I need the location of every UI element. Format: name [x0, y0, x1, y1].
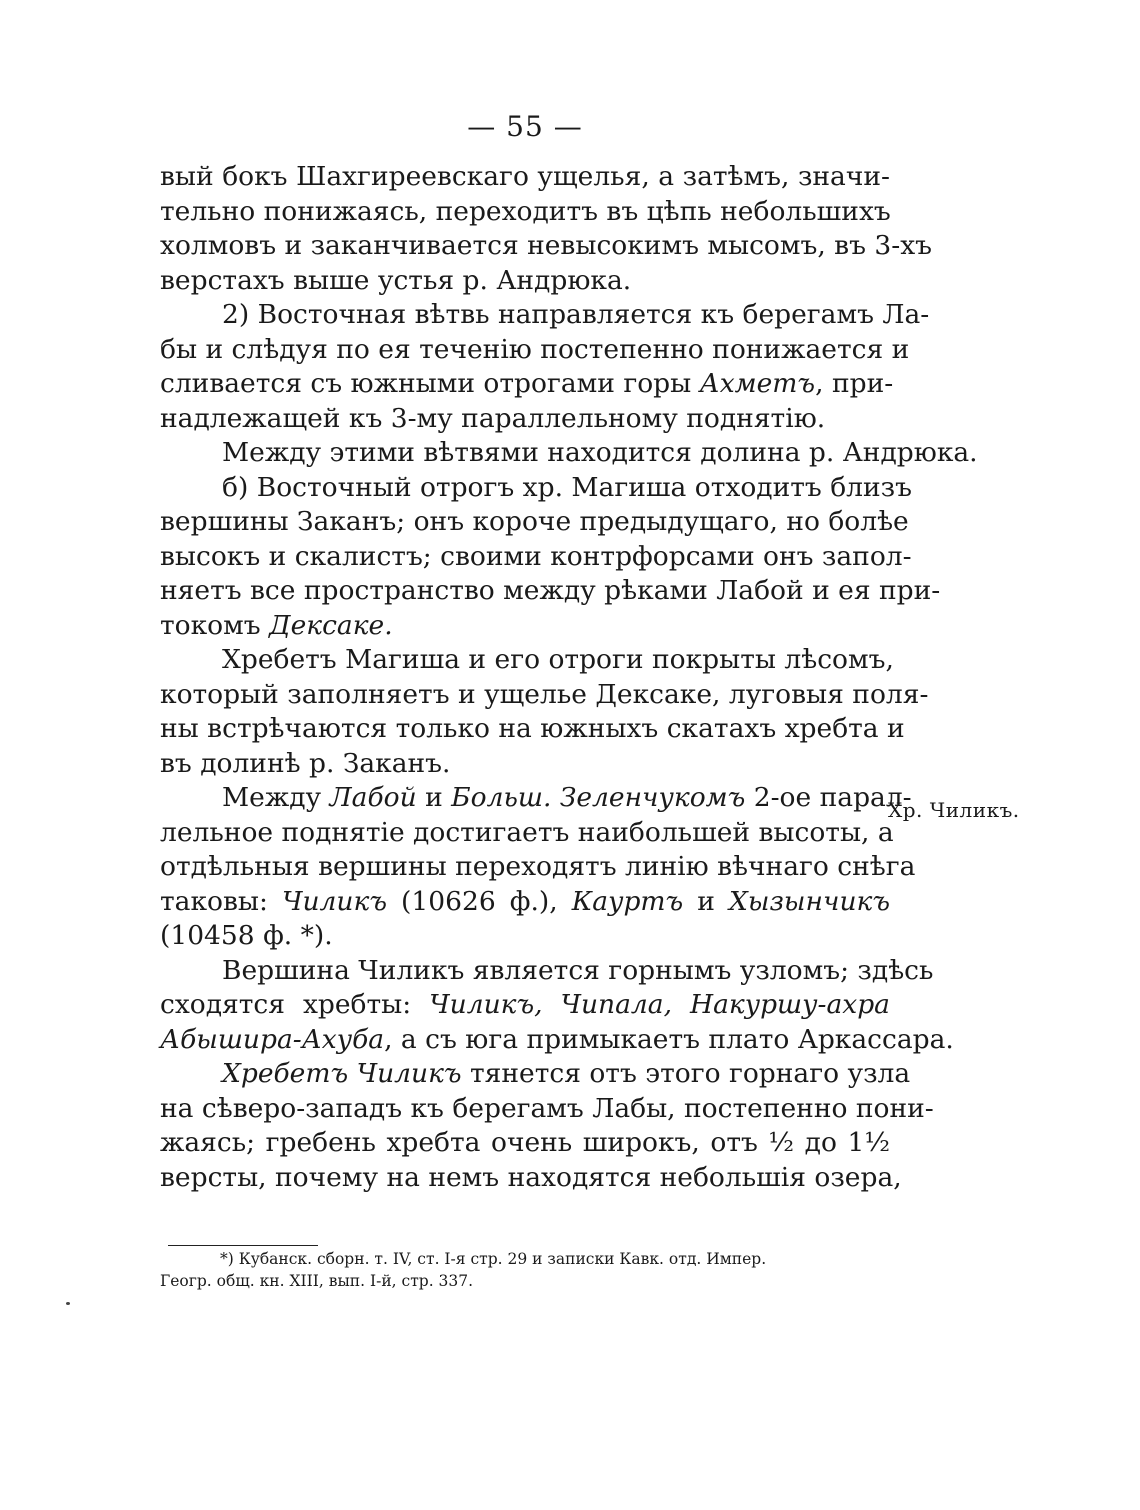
- text-line: Хребетъ Магиша и его отроги покрыты лѣсомъ,: [222, 644, 894, 675]
- text-line: ны встрѣчаются только на южныхъ скатахъ хребта и: [160, 713, 905, 744]
- text-line: въ долинѣ р. Заканъ.: [160, 747, 451, 779]
- text-line: [160, 1023, 954, 1058]
- text-line: надлежащей къ 3-му параллельному поднятію.: [160, 402, 826, 434]
- text-line: бы и слѣдуя по ея теченію постепенно понижается и: [160, 333, 910, 365]
- text-run: Между: [222, 782, 330, 813]
- text-line: вый бокъ Шахгиреевскаго ущелья, а затѣмъ, значи-: [160, 161, 890, 192]
- text-line: [160, 367, 894, 402]
- italic-name: Абышира-Ахуба: [160, 1023, 385, 1055]
- text-line: [160, 781, 912, 816]
- scan-speck: [66, 1302, 70, 1305]
- text-line: няетъ все пространство между рѣками Лабой и ея при-: [160, 575, 941, 606]
- text-line: [160, 609, 890, 644]
- italic-name: Дексаке.: [269, 609, 393, 641]
- text-run: сливается съ южными отрогами горы: [160, 368, 700, 399]
- text-line: б) Восточный отрогъ хр. Магиша отходитъ близъ: [222, 471, 912, 503]
- footnote-rule: [168, 1245, 318, 1246]
- text-line: [160, 885, 890, 920]
- text-line: лельное поднятіе достигаетъ наибольшей высоты, а: [160, 816, 894, 848]
- footnote-line: *) Кубанск. сборн. т. IV, ст. I-я стр. 29 и записки Кавк. отд. Импер.: [220, 1250, 767, 1268]
- text-run: токомъ: [160, 609, 270, 641]
- text-line: версты, почему на немъ находятся небольшія озера,: [160, 1161, 902, 1193]
- text-line: отдѣльныя вершины переходятъ линію вѣчнаго снѣга: [160, 851, 916, 882]
- footnote: [160, 1248, 890, 1292]
- text-line: верстахъ выше устья р. Андрюка.: [160, 264, 632, 296]
- text-line: холмовъ и заканчивается невысокимъ мысомъ, въ 3-хъ: [160, 230, 933, 261]
- text-line: на сѣверо-западъ къ берегамъ Лабы, постепенно пони-: [160, 1092, 934, 1124]
- text-run: (10626 ф.),: [386, 885, 572, 917]
- footnote-line: Геогр. общ. кн. XIII, вып. I-й, стр. 337.: [160, 1272, 474, 1290]
- text-run: сходятся хребты:: [160, 989, 430, 1020]
- text-run: , при-: [815, 368, 894, 399]
- italic-name: Чиликъ: [282, 885, 387, 917]
- text-run: таковы:: [160, 885, 282, 917]
- text-line: тельно понижаясь, переходитъ въ цѣпь небольшихъ: [160, 195, 891, 227]
- italic-name: Ахметъ: [699, 368, 816, 399]
- italic-name: Больш. Зеленчукомъ: [451, 782, 746, 813]
- text-line: 2) Восточная вѣтвь направляется къ берегамъ Ла-: [222, 299, 930, 330]
- italic-name: Кауртъ: [571, 885, 684, 917]
- text-run: и: [683, 885, 730, 917]
- text-line: [160, 988, 890, 1023]
- text-line: вершины Заканъ; онъ короче предыдущаго, но болѣе: [160, 506, 909, 537]
- marginal-note: Хр. Чиликъ.: [888, 798, 1020, 822]
- text-line: высокъ и скалистъ; своими контрфорсами онъ запол-: [160, 540, 912, 572]
- italic-name: Лабой: [329, 782, 417, 813]
- text-line: Между этими вѣтвями находится долина р. Андрюка.: [222, 437, 978, 468]
- page-number: — 55 —: [467, 110, 583, 143]
- text-line: Вершина Чиликъ является горнымъ узломъ; здѣсь: [222, 954, 934, 986]
- text-run: и: [416, 782, 452, 813]
- text-run: 2-ое парал-: [745, 782, 912, 813]
- text-line: (10458 ф. *).: [160, 920, 333, 951]
- text-line: [160, 1057, 911, 1092]
- text-run: тянется отъ этого горнаго узла: [461, 1058, 911, 1089]
- italic-name: Хребетъ Чиликъ: [222, 1058, 462, 1089]
- italic-name: Хызынчикъ: [729, 885, 891, 917]
- text-line: жаясь; гребень хребта очень широкъ, отъ ½ до 1½: [160, 1127, 890, 1158]
- text-run: , а съ юга примыкаетъ плато Аркассара.: [384, 1023, 954, 1055]
- text-line: который заполняетъ и ущелье Дексаке, луговыя поля-: [160, 678, 929, 710]
- italic-name: Чиликъ, Чипала, Накуршу-ахра: [429, 989, 890, 1020]
